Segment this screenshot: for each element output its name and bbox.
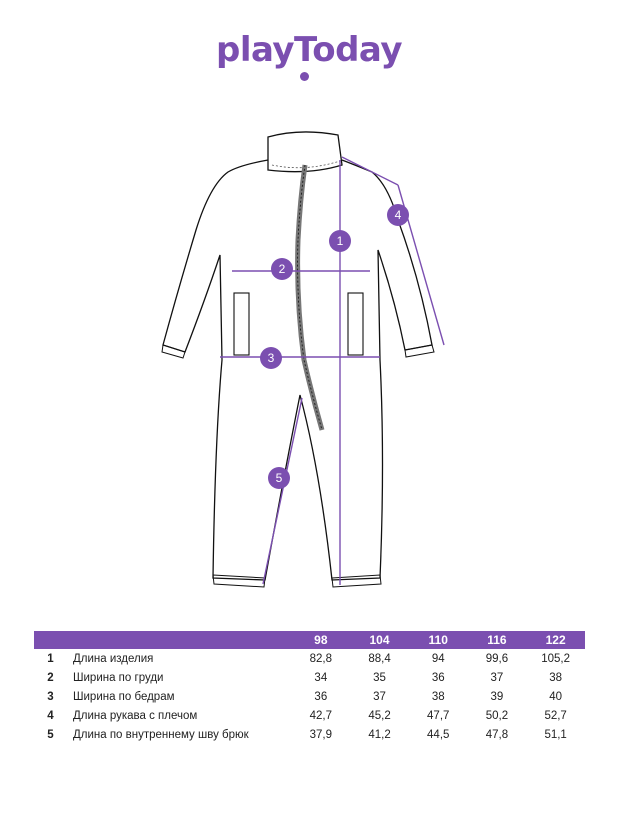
marker-4 [387, 204, 409, 226]
row-number: 5 [47, 728, 54, 741]
svg-text:3: 3 [267, 351, 275, 365]
row-label: Длина изделия [72, 652, 154, 665]
header-size-104: 104 [350, 631, 409, 649]
header-size-98: 98 [291, 631, 350, 649]
header-blank-1 [34, 631, 67, 649]
row-number: 1 [47, 652, 54, 665]
svg-text:1: 1 [336, 234, 344, 248]
header-size-116: 116 [468, 631, 527, 649]
row-label: Ширина по бедрам [72, 690, 175, 703]
table-cell: 37,9 [309, 728, 333, 741]
table-cell: 82,8 [309, 652, 333, 665]
svg-text:2: 2 [278, 262, 286, 276]
table-cell: 88,4 [368, 652, 391, 665]
table-cell: 50,2 [485, 709, 509, 722]
table-cell: 45,2 [368, 709, 391, 722]
table-cell: 35 [373, 671, 386, 684]
size-table-header [34, 631, 585, 649]
table-cell: 40 [549, 690, 563, 703]
header-size-122: 122 [526, 631, 585, 649]
marker-5 [268, 467, 290, 489]
marker-3 [260, 347, 282, 369]
svg-text:4: 4 [394, 208, 402, 222]
table-cell: 34 [314, 671, 328, 684]
table-cell: 47,8 [485, 728, 509, 741]
table-cell: 36 [431, 671, 445, 684]
table-row [34, 687, 585, 706]
table-cell: 52,7 [544, 709, 567, 722]
row-label: Длина рукава с плечом [72, 709, 198, 722]
row-label: Длина по внутреннему шву брюк [72, 728, 249, 741]
brand-logo: playToday [216, 30, 402, 70]
row-label: Ширина по груди [72, 671, 164, 684]
table-cell: 47,7 [427, 709, 450, 722]
table-cell: 38 [549, 671, 563, 684]
header-size-110: 110 [409, 631, 468, 649]
table-row [34, 725, 585, 744]
table-cell: 38 [431, 690, 445, 703]
row-number: 2 [47, 671, 54, 684]
table-cell: 51,1 [544, 728, 567, 741]
table-cell: 99,6 [485, 652, 509, 665]
table-cell: 105,2 [541, 652, 571, 665]
size-table [34, 631, 585, 744]
table-row [34, 706, 585, 725]
row-number: 4 [47, 709, 54, 722]
table-cell: 42,7 [309, 709, 333, 722]
marker-2 [271, 258, 293, 280]
table-cell: 41,2 [368, 728, 391, 741]
table-cell: 94 [431, 652, 445, 665]
table-cell: 39 [490, 690, 504, 703]
table-row [34, 649, 585, 668]
table-cell: 37 [373, 690, 386, 703]
svg-text:5: 5 [275, 471, 283, 485]
header-blank-2 [67, 631, 292, 649]
marker-1 [329, 230, 351, 252]
table-cell: 36 [314, 690, 328, 703]
zipper [298, 165, 322, 430]
table-cell: 44,5 [427, 728, 450, 741]
table-row [34, 668, 585, 687]
row-number: 3 [47, 690, 54, 703]
table-cell: 37 [490, 671, 504, 684]
